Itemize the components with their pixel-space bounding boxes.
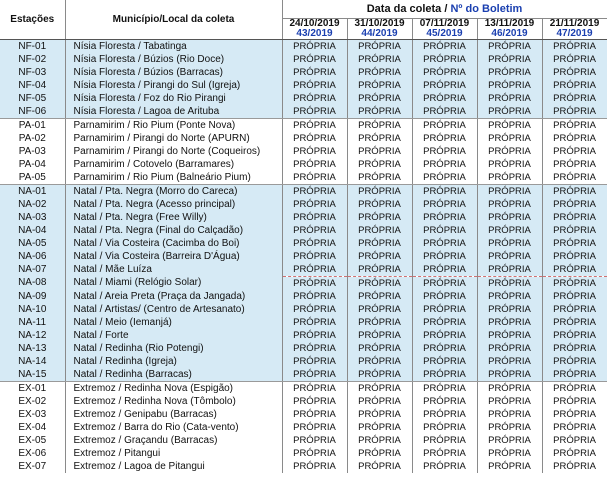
status-cell: PRÓPRIA xyxy=(347,316,412,329)
station-location: Nísia Floresta / Foz do Rio Pirangi xyxy=(65,92,282,105)
header-date-5: 21/11/2019 xyxy=(542,19,607,30)
station-code: NA-04 xyxy=(0,224,65,237)
station-code: NA-13 xyxy=(0,342,65,355)
table-row xyxy=(0,66,607,79)
header-date-group-prefix: Data da coleta / xyxy=(366,3,451,15)
status-cell: PRÓPRIA xyxy=(477,368,542,382)
status-cell: PRÓPRIA xyxy=(347,53,412,66)
station-location: Parnamirim / Cotovelo (Barramares) xyxy=(65,158,282,171)
station-code: PA-02 xyxy=(0,132,65,145)
station-location: Parnamirim / Rio Pium (Balneário Pium) xyxy=(65,171,282,185)
station-location: Natal / Mãe Luíza xyxy=(65,263,282,277)
station-location: Nísia Floresta / Búzios (Barracas) xyxy=(65,66,282,79)
station-location: Natal / Via Costeira (Barreira D'Água) xyxy=(65,250,282,263)
status-cell: PRÓPRIA xyxy=(477,105,542,119)
station-code: NA-06 xyxy=(0,250,65,263)
status-cell: PRÓPRIA xyxy=(477,329,542,342)
station-code: EX-05 xyxy=(0,434,65,447)
status-cell: PRÓPRIA xyxy=(347,395,412,408)
status-cell: PRÓPRIA xyxy=(412,290,477,303)
status-cell: PRÓPRIA xyxy=(477,171,542,185)
station-location: Extremoz / Barra do Rio (Cata-vento) xyxy=(65,421,282,434)
status-cell: PRÓPRIA xyxy=(412,185,477,199)
status-cell: PRÓPRIA xyxy=(542,66,607,79)
station-code: EX-02 xyxy=(0,395,65,408)
status-cell: PRÓPRIA xyxy=(282,382,347,396)
status-cell: PRÓPRIA xyxy=(347,119,412,133)
table-row xyxy=(0,421,607,434)
header-bulletin-1: 43/2019 xyxy=(282,29,347,40)
status-cell: PRÓPRIA xyxy=(542,263,607,277)
table-row xyxy=(0,119,607,133)
status-cell: PRÓPRIA xyxy=(282,460,347,473)
status-cell: PRÓPRIA xyxy=(282,421,347,434)
status-cell: PRÓPRIA xyxy=(347,277,412,291)
station-location: Parnamirim / Pirangi do Norte (APURN) xyxy=(65,132,282,145)
status-cell: PRÓPRIA xyxy=(477,237,542,250)
station-code: NA-07 xyxy=(0,263,65,277)
station-location: Natal / Pta. Negra (Free Willy) xyxy=(65,211,282,224)
table-row xyxy=(0,145,607,158)
status-cell: PRÓPRIA xyxy=(542,329,607,342)
status-cell: PRÓPRIA xyxy=(542,119,607,133)
status-cell: PRÓPRIA xyxy=(347,40,412,54)
status-cell: PRÓPRIA xyxy=(282,92,347,105)
station-code: NA-02 xyxy=(0,198,65,211)
status-cell: PRÓPRIA xyxy=(542,145,607,158)
station-code: NF-03 xyxy=(0,66,65,79)
status-cell: PRÓPRIA xyxy=(412,40,477,54)
status-cell: PRÓPRIA xyxy=(542,408,607,421)
station-code: NF-02 xyxy=(0,53,65,66)
status-cell: PRÓPRIA xyxy=(542,316,607,329)
header-bulletin-3: 45/2019 xyxy=(412,29,477,40)
table-body xyxy=(0,40,607,474)
station-code: NA-15 xyxy=(0,368,65,382)
station-location: Natal / Artistas/ (Centro de Artesanato) xyxy=(65,303,282,316)
station-code: NA-10 xyxy=(0,303,65,316)
status-cell: PRÓPRIA xyxy=(412,198,477,211)
table-row xyxy=(0,79,607,92)
table-row xyxy=(0,237,607,250)
station-location: Extremoz / Redinha Nova (Espigão) xyxy=(65,382,282,396)
status-cell: PRÓPRIA xyxy=(347,198,412,211)
status-cell: PRÓPRIA xyxy=(477,408,542,421)
station-code: NA-05 xyxy=(0,237,65,250)
table-row xyxy=(0,40,607,54)
status-cell: PRÓPRIA xyxy=(542,105,607,119)
status-cell: PRÓPRIA xyxy=(412,105,477,119)
status-cell: PRÓPRIA xyxy=(282,185,347,199)
status-cell: PRÓPRIA xyxy=(282,119,347,133)
status-cell: PRÓPRIA xyxy=(542,224,607,237)
status-cell: PRÓPRIA xyxy=(282,250,347,263)
status-cell: PRÓPRIA xyxy=(347,185,412,199)
status-cell: PRÓPRIA xyxy=(347,355,412,368)
status-cell: PRÓPRIA xyxy=(347,329,412,342)
status-cell: PRÓPRIA xyxy=(542,395,607,408)
status-cell: PRÓPRIA xyxy=(477,263,542,277)
status-cell: PRÓPRIA xyxy=(347,132,412,145)
status-cell: PRÓPRIA xyxy=(412,132,477,145)
status-cell: PRÓPRIA xyxy=(282,105,347,119)
table-row xyxy=(0,53,607,66)
status-cell: PRÓPRIA xyxy=(477,211,542,224)
status-cell: PRÓPRIA xyxy=(282,145,347,158)
status-cell: PRÓPRIA xyxy=(542,277,607,291)
station-location: Parnamirim / Rio Pium (Ponte Nova) xyxy=(65,119,282,133)
status-cell: PRÓPRIA xyxy=(347,105,412,119)
status-cell: PRÓPRIA xyxy=(412,79,477,92)
table-row xyxy=(0,408,607,421)
station-code: EX-06 xyxy=(0,447,65,460)
status-cell: PRÓPRIA xyxy=(542,171,607,185)
status-cell: PRÓPRIA xyxy=(477,145,542,158)
status-cell: PRÓPRIA xyxy=(282,329,347,342)
status-cell: PRÓPRIA xyxy=(282,132,347,145)
station-location: Extremoz / Lagoa de Pitangui xyxy=(65,460,282,473)
table-row xyxy=(0,92,607,105)
status-cell: PRÓPRIA xyxy=(282,171,347,185)
station-code: NA-14 xyxy=(0,355,65,368)
station-location: Natal / Redinha (Igreja) xyxy=(65,355,282,368)
status-cell: PRÓPRIA xyxy=(412,303,477,316)
station-location: Nísia Floresta / Tabatinga xyxy=(65,40,282,54)
status-cell: PRÓPRIA xyxy=(412,368,477,382)
status-cell: PRÓPRIA xyxy=(542,355,607,368)
station-code: PA-05 xyxy=(0,171,65,185)
header-bulletin-5: 47/2019 xyxy=(542,29,607,40)
status-cell: PRÓPRIA xyxy=(477,421,542,434)
station-location: Natal / Miami (Relógio Solar) xyxy=(65,277,282,291)
status-cell: PRÓPRIA xyxy=(412,460,477,473)
status-cell: PRÓPRIA xyxy=(282,408,347,421)
header-bulletin-4: 46/2019 xyxy=(477,29,542,40)
status-cell: PRÓPRIA xyxy=(282,158,347,171)
station-code: NA-12 xyxy=(0,329,65,342)
status-cell: PRÓPRIA xyxy=(542,290,607,303)
status-cell: PRÓPRIA xyxy=(542,237,607,250)
status-cell: PRÓPRIA xyxy=(282,316,347,329)
status-cell: PRÓPRIA xyxy=(412,119,477,133)
status-cell: PRÓPRIA xyxy=(282,277,347,291)
table-row xyxy=(0,185,607,199)
status-cell: PRÓPRIA xyxy=(477,224,542,237)
station-location: Natal / Pta. Negra (Acesso principal) xyxy=(65,198,282,211)
status-cell: PRÓPRIA xyxy=(347,158,412,171)
table-row xyxy=(0,434,607,447)
station-code: NF-04 xyxy=(0,79,65,92)
station-location: Extremoz / Genipabu (Barracas) xyxy=(65,408,282,421)
table-row xyxy=(0,198,607,211)
status-cell: PRÓPRIA xyxy=(477,132,542,145)
station-code: NA-08 xyxy=(0,277,65,291)
status-cell: PRÓPRIA xyxy=(347,66,412,79)
table-row xyxy=(0,158,607,171)
status-cell: PRÓPRIA xyxy=(477,158,542,171)
status-cell: PRÓPRIA xyxy=(542,185,607,199)
status-cell: PRÓPRIA xyxy=(347,303,412,316)
status-cell: PRÓPRIA xyxy=(412,250,477,263)
station-location: Natal / Forte xyxy=(65,329,282,342)
status-cell: PRÓPRIA xyxy=(542,158,607,171)
status-cell: PRÓPRIA xyxy=(542,53,607,66)
status-cell: PRÓPRIA xyxy=(542,447,607,460)
header-date-group xyxy=(282,0,607,19)
status-cell: PRÓPRIA xyxy=(347,460,412,473)
table-row xyxy=(0,395,607,408)
status-cell: PRÓPRIA xyxy=(282,40,347,54)
station-code: EX-03 xyxy=(0,408,65,421)
status-cell: PRÓPRIA xyxy=(477,92,542,105)
status-cell: PRÓPRIA xyxy=(477,66,542,79)
status-cell: PRÓPRIA xyxy=(477,277,542,291)
status-cell: PRÓPRIA xyxy=(477,460,542,473)
status-cell: PRÓPRIA xyxy=(412,224,477,237)
station-location: Nísia Floresta / Búzios (Rio Doce) xyxy=(65,53,282,66)
status-cell: PRÓPRIA xyxy=(282,434,347,447)
table-row xyxy=(0,224,607,237)
station-location: Parnamirim / Pirangi do Norte (Coqueiros) xyxy=(65,145,282,158)
table-row xyxy=(0,263,607,277)
status-cell: PRÓPRIA xyxy=(412,158,477,171)
station-location: Extremoz / Graçandu (Barracas) xyxy=(65,434,282,447)
status-cell: PRÓPRIA xyxy=(347,79,412,92)
station-location: Nísia Floresta / Pirangi do Sul (Igreja) xyxy=(65,79,282,92)
table-row xyxy=(0,277,607,291)
status-cell: PRÓPRIA xyxy=(347,237,412,250)
status-cell: PRÓPRIA xyxy=(347,224,412,237)
status-cell: PRÓPRIA xyxy=(282,290,347,303)
status-cell: PRÓPRIA xyxy=(412,382,477,396)
status-cell: PRÓPRIA xyxy=(347,421,412,434)
table-row xyxy=(0,105,607,119)
header-bulletin-2: 44/2019 xyxy=(347,29,412,40)
table-row xyxy=(0,368,607,382)
status-cell: PRÓPRIA xyxy=(477,119,542,133)
station-location: Natal / Areia Preta (Praça da Jangada) xyxy=(65,290,282,303)
status-cell: PRÓPRIA xyxy=(542,211,607,224)
status-cell: PRÓPRIA xyxy=(347,145,412,158)
status-cell: PRÓPRIA xyxy=(477,382,542,396)
status-cell: PRÓPRIA xyxy=(542,40,607,54)
status-cell: PRÓPRIA xyxy=(282,355,347,368)
status-cell: PRÓPRIA xyxy=(412,329,477,342)
table-header xyxy=(0,0,607,40)
station-code: NF-01 xyxy=(0,40,65,54)
status-cell: PRÓPRIA xyxy=(282,198,347,211)
status-cell: PRÓPRIA xyxy=(412,355,477,368)
status-cell: PRÓPRIA xyxy=(542,382,607,396)
table-row xyxy=(0,316,607,329)
station-code: EX-04 xyxy=(0,421,65,434)
status-cell: PRÓPRIA xyxy=(282,263,347,277)
header-date-2: 31/10/2019 xyxy=(347,19,412,30)
station-code: PA-01 xyxy=(0,119,65,133)
status-cell: PRÓPRIA xyxy=(412,434,477,447)
status-cell: PRÓPRIA xyxy=(542,460,607,473)
status-cell: PRÓPRIA xyxy=(347,250,412,263)
station-code: NA-01 xyxy=(0,185,65,199)
station-location: Natal / Pta. Negra (Morro do Careca) xyxy=(65,185,282,199)
table-row xyxy=(0,132,607,145)
station-location: Nísia Floresta / Lagoa de Arituba xyxy=(65,105,282,119)
station-code: NF-06 xyxy=(0,105,65,119)
status-cell: PRÓPRIA xyxy=(347,263,412,277)
status-cell: PRÓPRIA xyxy=(347,92,412,105)
status-cell: PRÓPRIA xyxy=(477,395,542,408)
table-row xyxy=(0,447,607,460)
status-cell: PRÓPRIA xyxy=(282,237,347,250)
status-cell: PRÓPRIA xyxy=(412,211,477,224)
status-cell: PRÓPRIA xyxy=(347,171,412,185)
table-row xyxy=(0,382,607,396)
status-cell: PRÓPRIA xyxy=(282,368,347,382)
status-cell: PRÓPRIA xyxy=(412,447,477,460)
table-row xyxy=(0,355,607,368)
status-cell: PRÓPRIA xyxy=(347,211,412,224)
table-row xyxy=(0,342,607,355)
status-cell: PRÓPRIA xyxy=(412,277,477,291)
header-bulletin-label: Nº do Boletim xyxy=(450,3,523,15)
status-cell: PRÓPRIA xyxy=(412,342,477,355)
station-code: EX-07 xyxy=(0,460,65,473)
status-cell: PRÓPRIA xyxy=(477,316,542,329)
header-location: Município/Local da coleta xyxy=(65,0,282,40)
status-cell: PRÓPRIA xyxy=(542,303,607,316)
status-cell: PRÓPRIA xyxy=(282,395,347,408)
status-cell: PRÓPRIA xyxy=(412,237,477,250)
status-cell: PRÓPRIA xyxy=(412,421,477,434)
status-cell: PRÓPRIA xyxy=(542,342,607,355)
status-cell: PRÓPRIA xyxy=(412,53,477,66)
status-cell: PRÓPRIA xyxy=(282,211,347,224)
table-row xyxy=(0,290,607,303)
status-cell: PRÓPRIA xyxy=(477,447,542,460)
status-cell: PRÓPRIA xyxy=(412,395,477,408)
status-cell: PRÓPRIA xyxy=(477,355,542,368)
status-cell: PRÓPRIA xyxy=(542,92,607,105)
station-code: PA-03 xyxy=(0,145,65,158)
table-row xyxy=(0,329,607,342)
header-date-3: 07/11/2019 xyxy=(412,19,477,30)
status-cell: PRÓPRIA xyxy=(412,145,477,158)
station-location: Extremoz / Pitangui xyxy=(65,447,282,460)
station-code: NF-05 xyxy=(0,92,65,105)
table-row xyxy=(0,211,607,224)
status-cell: PRÓPRIA xyxy=(347,290,412,303)
status-cell: PRÓPRIA xyxy=(282,342,347,355)
station-code: PA-04 xyxy=(0,158,65,171)
status-cell: PRÓPRIA xyxy=(347,368,412,382)
station-location: Natal / Meio (Iemanjá) xyxy=(65,316,282,329)
status-cell: PRÓPRIA xyxy=(477,250,542,263)
station-code: NA-03 xyxy=(0,211,65,224)
status-cell: PRÓPRIA xyxy=(542,198,607,211)
status-cell: PRÓPRIA xyxy=(412,92,477,105)
status-cell: PRÓPRIA xyxy=(347,408,412,421)
status-cell: PRÓPRIA xyxy=(412,316,477,329)
station-code: NA-11 xyxy=(0,316,65,329)
status-cell: PRÓPRIA xyxy=(542,132,607,145)
status-cell: PRÓPRIA xyxy=(282,447,347,460)
status-cell: PRÓPRIA xyxy=(542,79,607,92)
station-code: EX-01 xyxy=(0,382,65,396)
status-cell: PRÓPRIA xyxy=(477,79,542,92)
station-location: Extremoz / Redinha Nova (Tômbolo) xyxy=(65,395,282,408)
status-cell: PRÓPRIA xyxy=(477,290,542,303)
table-row xyxy=(0,303,607,316)
station-location: Natal / Pta. Negra (Final do Calçadão) xyxy=(65,224,282,237)
status-cell: PRÓPRIA xyxy=(477,342,542,355)
header-date-4: 13/11/2019 xyxy=(477,19,542,30)
status-cell: PRÓPRIA xyxy=(347,434,412,447)
table-row xyxy=(0,460,607,473)
header-stations: Estações xyxy=(0,0,65,40)
status-cell: PRÓPRIA xyxy=(542,250,607,263)
status-cell: PRÓPRIA xyxy=(542,421,607,434)
status-cell: PRÓPRIA xyxy=(412,408,477,421)
table-row xyxy=(0,171,607,185)
status-cell: PRÓPRIA xyxy=(412,66,477,79)
status-cell: PRÓPRIA xyxy=(347,382,412,396)
status-cell: PRÓPRIA xyxy=(282,79,347,92)
status-cell: PRÓPRIA xyxy=(477,40,542,54)
station-location: Natal / Via Costeira (Cacimba do Boi) xyxy=(65,237,282,250)
status-cell: PRÓPRIA xyxy=(477,198,542,211)
status-cell: PRÓPRIA xyxy=(347,342,412,355)
status-cell: PRÓPRIA xyxy=(282,53,347,66)
status-cell: PRÓPRIA xyxy=(412,171,477,185)
status-cell: PRÓPRIA xyxy=(542,434,607,447)
status-cell: PRÓPRIA xyxy=(477,53,542,66)
station-location: Natal / Redinha (Barracas) xyxy=(65,368,282,382)
table-row xyxy=(0,250,607,263)
status-cell: PRÓPRIA xyxy=(477,185,542,199)
status-cell: PRÓPRIA xyxy=(477,434,542,447)
status-cell: PRÓPRIA xyxy=(477,303,542,316)
station-location: Natal / Redinha (Rio Potengi) xyxy=(65,342,282,355)
header-date-1: 24/10/2019 xyxy=(282,19,347,30)
status-cell: PRÓPRIA xyxy=(282,303,347,316)
station-code: NA-09 xyxy=(0,290,65,303)
status-cell: PRÓPRIA xyxy=(347,447,412,460)
status-cell: PRÓPRIA xyxy=(542,368,607,382)
status-cell: PRÓPRIA xyxy=(282,66,347,79)
status-cell: PRÓPRIA xyxy=(282,224,347,237)
status-cell: PRÓPRIA xyxy=(412,263,477,277)
